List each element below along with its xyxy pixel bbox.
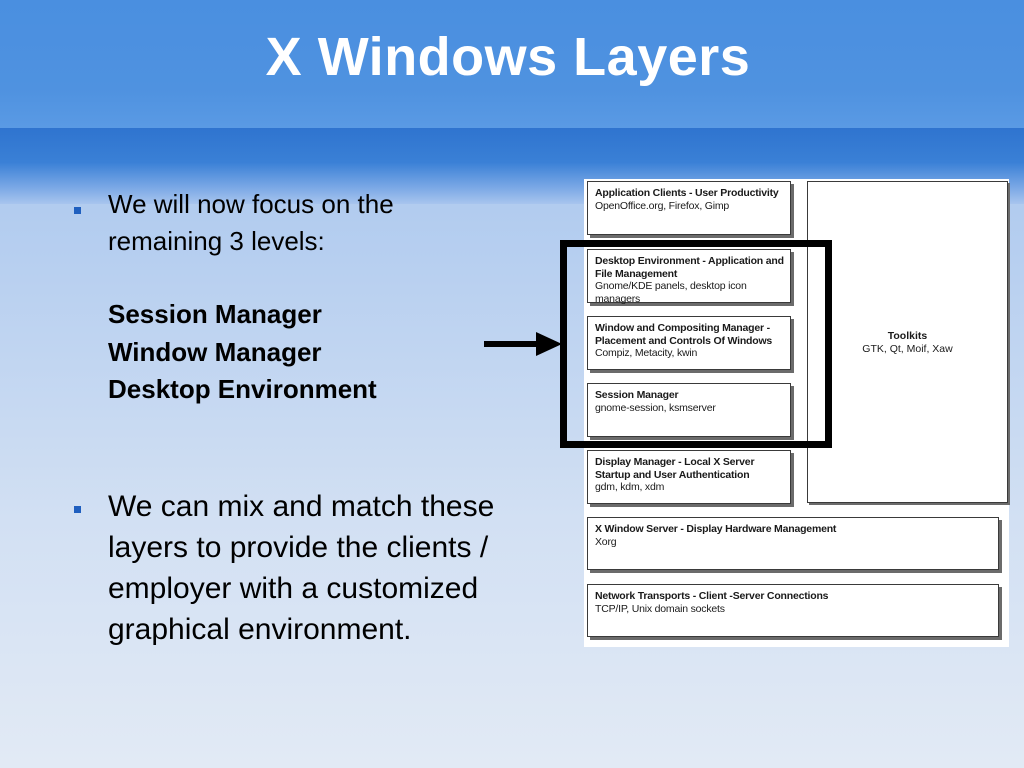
layer-subtitle: Compiz, Metacity, kwin: [595, 347, 698, 359]
toolkits-title: Toolkits: [887, 330, 928, 342]
layer-title: Display Manager - Local X Server Startup and User Authentication: [595, 456, 755, 481]
layer-application-clients: [587, 181, 791, 235]
layer-subtitle: gnome-session, ksmserver: [595, 401, 716, 414]
layer-title: X Window Server - Display Hardware Management: [595, 523, 837, 535]
layer-subtitle: OpenOffice.org, Firefox, Gimp: [595, 199, 730, 212]
layer-title: Window and Compositing Manager - Placement and Controls Of Windows: [595, 322, 773, 347]
layer-display-manager: [587, 450, 791, 504]
layer-subtitle: gdm, kdm, xdm: [595, 481, 665, 493]
arrow-head-icon: [536, 332, 562, 356]
bullet-line: remaining 3 levels:: [108, 226, 325, 256]
focus-level-list: [108, 296, 394, 409]
toolkits-subtitle: GTK, Qt, Moif, Xaw: [862, 343, 953, 355]
focus-level-window-manager: Window Manager: [108, 336, 322, 367]
layer-x-window-server: [587, 517, 999, 570]
bullet-marker: [74, 506, 81, 513]
layer-subtitle: TCP/IP, Unix domain sockets: [595, 602, 725, 615]
layer-network-transports: [587, 584, 999, 637]
bullet-text: We can mix and match these layers to provide the clients / employer with a customized graphical environment.: [108, 490, 495, 646]
bullet-line: We will now focus on the: [108, 189, 394, 219]
focus-level-session-manager: Session Manager: [108, 299, 322, 329]
bullet-marker: [74, 207, 81, 214]
layer-title: Session Manager: [595, 389, 679, 401]
focus-level-desktop-environment: Desktop Environment: [108, 374, 377, 404]
layer-subtitle: Gnome/KDE panels, desktop icon managers: [595, 280, 747, 305]
toolkits-box: [807, 181, 1008, 503]
layer-title: Network Transports - Client -Server Connections: [595, 590, 829, 602]
layer-title: Application Clients - User Productivity: [595, 187, 779, 199]
layer-title: Desktop Environment - Application and File Management: [595, 255, 784, 280]
toolkits-label: [808, 330, 1007, 356]
focus-highlight-box: [560, 240, 832, 448]
arrow-shaft: [484, 341, 540, 347]
layer-subtitle: Xorg: [595, 535, 617, 548]
bullet-text: [108, 186, 394, 409]
slide-title: X Windows Layers: [265, 27, 751, 87]
